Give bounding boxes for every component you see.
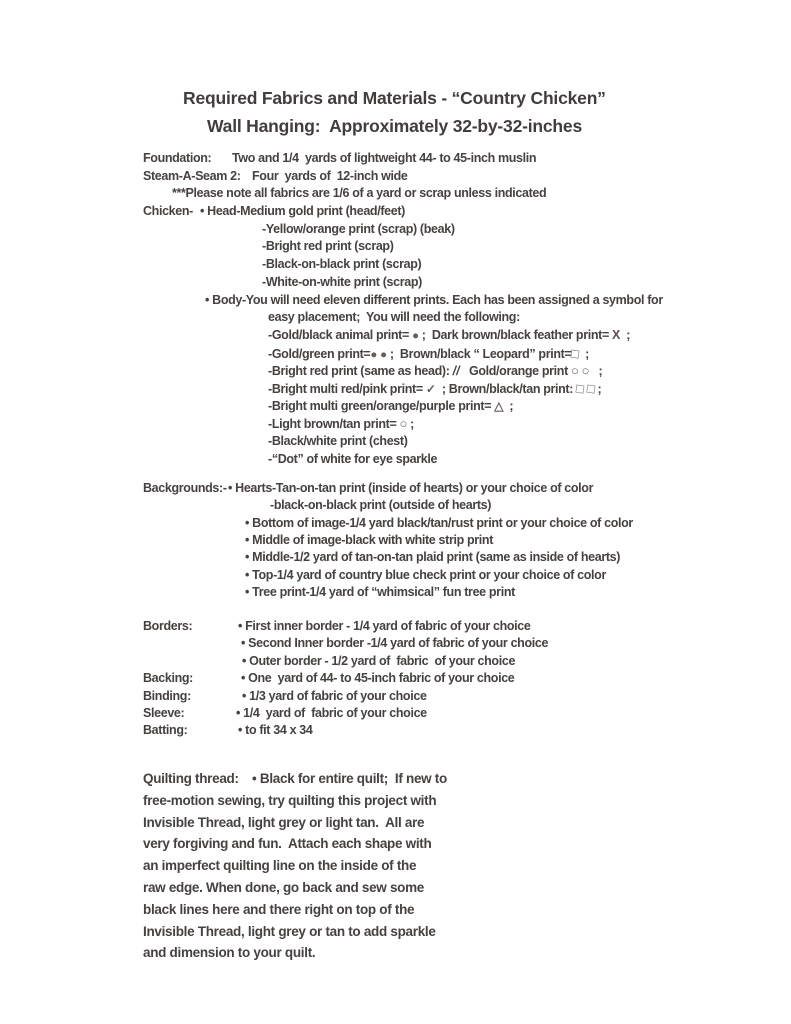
text-run [268, 433, 408, 451]
text: • Hearts-Tan-on-tan print (inside of hearts) or your choice of color [228, 481, 594, 495]
text-run [242, 688, 427, 705]
text: Borders: [143, 619, 193, 633]
text: ; [407, 417, 414, 432]
document-title-line1: Required Fabrics and Materials - “Country Chicken” [183, 88, 606, 108]
text: Invisible Thread, light grey or light tan. All are [143, 814, 425, 830]
text: • Body-You will need eleven different prints. Each has been assigned a symbol for [205, 292, 663, 307]
square-symbol-icon: □ [585, 380, 596, 397]
text: • to fit 34 x 34 [238, 723, 313, 738]
text-run [143, 790, 436, 812]
text-run [245, 567, 606, 584]
text-run [143, 833, 431, 855]
text: • Middle-1/2 yard of tan-on-tan plaid print (same as inside of hearts) [245, 550, 621, 565]
text: ; Brown/black/tan print: [435, 381, 577, 396]
text-run [262, 274, 422, 292]
text: -black-on-black print (outside of hearts) [270, 498, 492, 513]
text: Backing: [143, 671, 193, 686]
label-backing [143, 670, 193, 687]
note-line [172, 185, 546, 203]
text: • Black for entire quilt; If new to [252, 771, 447, 786]
text: ; [503, 398, 514, 413]
text-run [238, 722, 313, 739]
text: -Light brown/tan print= [268, 417, 400, 432]
text-run [268, 309, 520, 327]
circle-symbol-icon: ○ [571, 363, 579, 379]
text: • Middle of image-black with white strip print [245, 533, 494, 548]
text-run [143, 899, 414, 921]
text: Quilting thread: [143, 771, 239, 786]
text: and dimension to your quilt. [143, 945, 316, 961]
text-run [232, 150, 536, 168]
label-sleeve [143, 705, 184, 722]
dot-symbol-icon: ● [380, 348, 387, 361]
text-run [242, 653, 515, 670]
text-run [143, 877, 424, 899]
text: easy placement; You will need the following: [268, 310, 520, 325]
label-foundation [143, 150, 211, 168]
text: • Top-1/4 yard of country blue check print or your choice of color [245, 567, 606, 582]
circle-symbol-icon: ○ [581, 363, 590, 379]
text-run [245, 532, 493, 549]
text: -White-on-white print (scrap) [262, 274, 422, 289]
text: -Gold/green print= [268, 346, 371, 361]
text-run [143, 812, 424, 834]
text-run [252, 768, 447, 790]
text-run [241, 670, 514, 687]
text: Two and 1/4 yards of lightweight 44- to 45-inch muslin [232, 151, 537, 165]
text: • First inner border - 1/4 yard of fabric of your choice [238, 619, 531, 633]
text-run [268, 362, 602, 381]
text: Gold/orange print [459, 364, 572, 379]
text: • Second Inner border -1/4 yard of fabric of your choice [241, 636, 549, 651]
text: -“Dot” of white for eye sparkle [268, 451, 438, 466]
square-symbol-icon: □ [570, 345, 580, 362]
text: ; Dark brown/black feather print= [418, 327, 613, 342]
x-symbol-icon: X [612, 327, 621, 342]
text-run [268, 380, 601, 399]
square-symbol-icon: □ [575, 380, 585, 397]
text-run [238, 618, 530, 635]
text: Steam-A-Seam 2: [143, 168, 241, 183]
text: -Gold/black animal print= [268, 327, 413, 342]
text: Batting: [143, 723, 188, 738]
text: raw edge. When done, go back and sew some [143, 879, 425, 895]
text: ; [578, 346, 589, 361]
text: Sleeve: [143, 705, 185, 720]
slashes-symbol-icon: // [452, 364, 460, 379]
text: Foundation: [143, 151, 212, 165]
text-run [228, 480, 593, 497]
label-backgrounds [143, 480, 227, 497]
text: -Yellow/orange print (scrap) (beak) [262, 221, 455, 236]
text: Binding: [143, 688, 191, 703]
text: -Bright multi green/orange/purple print= [268, 398, 495, 413]
text-run [245, 515, 633, 532]
triangle-symbol-icon: △ [494, 398, 504, 413]
text-run [143, 942, 315, 964]
text: ***Please note all fabrics are 1/6 of a yard or scrap unless indicated [172, 186, 547, 201]
text-run [268, 398, 513, 416]
dot-symbol-icon: ● [370, 348, 377, 361]
text: free-motion sewing, try quilting this project with [143, 792, 437, 808]
text: ; [594, 381, 602, 396]
text: • 1/3 yard of fabric of your choice [242, 688, 427, 703]
check-symbol-icon: ✓ [425, 381, 436, 396]
text-run [262, 238, 394, 256]
text: Backgrounds:- [143, 481, 227, 495]
text-run [241, 635, 548, 652]
text: -Black-on-black print (scrap) [262, 257, 422, 272]
text-run [205, 292, 663, 310]
text-run [143, 855, 416, 877]
text-run [268, 415, 414, 434]
text: ; [620, 327, 631, 342]
label-borders [143, 618, 192, 635]
label-batting [143, 722, 187, 739]
text: Invisible Thread, light grey or tan to add sparkle [143, 923, 436, 939]
label-binding [143, 688, 191, 705]
text: -Bright red print (scrap) [262, 239, 394, 254]
label-quilting-thread [143, 768, 239, 790]
text: • Bottom of image-1/4 yard black/tan/rust print or your choice of color [245, 515, 633, 530]
label-chicken [143, 203, 193, 221]
dot-symbol-icon: ● [412, 329, 419, 342]
text: ; Brown/black “ Leopard” print= [386, 346, 572, 361]
label-steam-a-seam [143, 168, 241, 186]
text-run [268, 451, 437, 469]
text: -Bright multi red/pink print= [268, 381, 426, 396]
text-run [252, 168, 408, 186]
text: • Outer border - 1/2 yard of fabric of your choice [242, 653, 516, 668]
text: • One yard of 44- to 45-inch fabric of your choice [241, 671, 515, 686]
document-title-line2: Wall Hanging: Approximately 32-by-32-inches [207, 116, 582, 136]
text: Four yards of 12-inch wide [252, 168, 408, 183]
text: -Black/white print (chest) [268, 434, 408, 448]
text-run [268, 327, 630, 346]
text-run [262, 256, 421, 274]
text-run [245, 584, 515, 601]
text-run [143, 921, 436, 943]
circle-symbol-icon: ○ [399, 416, 408, 432]
text-run [270, 497, 491, 514]
text: -Bright red print (same as head): [268, 364, 453, 379]
text: • Tree print-1/4 yard of “whimsical” fun tree print [245, 585, 515, 600]
text: an imperfect quilting line on the inside of the [143, 858, 417, 874]
text: • 1/4 yard of fabric of your choice [236, 705, 427, 720]
text: black lines here and there right on top of the [143, 901, 415, 917]
text-run [236, 705, 427, 722]
text: ; [589, 364, 603, 379]
text: very forgiving and fun. Attach each shape with [143, 836, 432, 852]
text-run [262, 221, 455, 239]
text: • Head-Medium gold print (head/feet) [200, 204, 405, 219]
text: Chicken- [143, 204, 193, 219]
text-run [200, 203, 405, 221]
text-run [245, 549, 620, 566]
